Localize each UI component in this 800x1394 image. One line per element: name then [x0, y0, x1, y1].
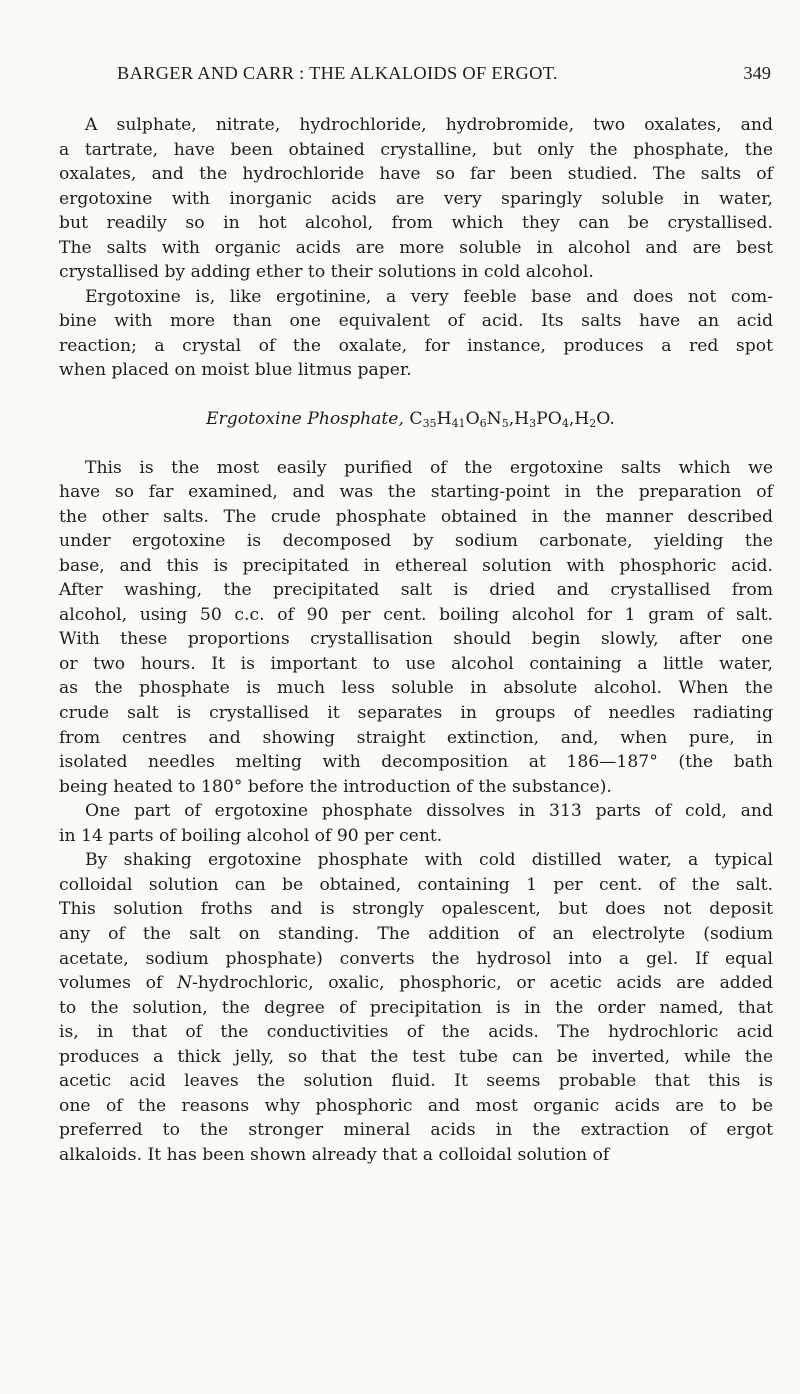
text-line: preferred to the stronger mineral acids in the extraction of ergot [59, 1120, 773, 1141]
chemical-formula: $C_{35}H_{41}O_6N_5,H_3PO_4,H_2O$. [409, 409, 615, 431]
text-line: from centres and showing straight extinction, and, when pure, in [59, 727, 773, 748]
section-heading [59, 407, 773, 432]
formula-subscript: 35 [422, 417, 437, 431]
text-line: With these proportions crystallisation should begin slowly, after one [59, 629, 773, 650]
text-line: in 14 parts of boiling alcohol of 90 per cent. [59, 825, 443, 846]
text-line: acetate, sodium phosphate) converts the hydrosol into a gel. If equal [59, 948, 773, 969]
formula-subscript: 3 [529, 417, 537, 431]
text-line: but readily so in hot alcohol, from which they can be crystallised. [59, 213, 773, 234]
text-line: acetic acid leaves the solution fluid. It seems probable that this is [59, 1071, 773, 1092]
text-line: crystallised by adding ether to their solutions in cold alcohol. [59, 262, 594, 283]
text-line: colloidal solution can be obtained, containing 1 per cent. of the salt. [59, 874, 773, 895]
paragraph [59, 799, 773, 848]
text-line: The salts with organic acids are more soluble in alcohol and are best [59, 237, 773, 258]
running-head: BARGER AND CARR : THE ALKALOIDS OF ERGOT. [117, 63, 558, 83]
paragraph [59, 848, 773, 1167]
text-line: under ergotoxine is decomposed by sodium carbonate, yielding the [59, 531, 773, 552]
formula-subscript: 41 [451, 417, 466, 431]
text-line: reaction; a crystal of the oxalate, for instance, produces a red spot [59, 335, 773, 356]
text-line: a tartrate, have been obtained crystalline, but only the phosphate, the [59, 139, 773, 160]
page-number: 349 [743, 63, 771, 83]
formula-subscript: 4 [561, 417, 569, 431]
text-line: any of the salt on standing. The addition of an electrolyte (sodium [59, 923, 773, 944]
text-line: volumes of N-hydrochloric, oxalic, phosphoric, or acetic acids are added [59, 973, 773, 994]
text-line: bine with more than one equivalent of acid. Its salts have an acid [59, 311, 773, 332]
text-line: or two hours. It is important to use alcohol containing a little water, [59, 653, 773, 674]
text-line: Ergotoxine is, like ergotinine, a very feeble base and does not com- [85, 286, 773, 307]
text-line: produces a thick jelly, so that the test tube can be inverted, while the [59, 1046, 773, 1067]
text-line: have so far examined, and was the starting-point in the preparation of [59, 482, 773, 503]
text-line: alcohol, using 50 c.c. of 90 per cent. boiling alcohol for 1 gram of salt. [59, 604, 773, 625]
page-header [59, 63, 773, 93]
text-line: A sulphate, nitrate, hydrochloride, hydrobromide, two oxalates, and [85, 115, 773, 135]
paragraph [59, 113, 773, 285]
text-line: By shaking ergotoxine phosphate with cold distilled water, a typical [85, 850, 773, 871]
text-line: to the solution, the degree of precipitation is in the order named, that [59, 997, 773, 1018]
formula-subscript: 6 [479, 417, 487, 431]
text-line: isolated needles melting with decomposition at 186—187° (the bath [59, 752, 773, 773]
text-line: After washing, the precipitated salt is dried and crystallised from [59, 580, 773, 601]
text-line: crude salt is crystallised it separates in groups of needles radiating [59, 703, 773, 724]
text-line: is, in that of the conductivities of the acids. The hydrochloric acid [59, 1022, 773, 1043]
text-line: one of the reasons why phosphoric and most organic acids are to be [59, 1095, 773, 1116]
text-line: One part of ergotoxine phosphate dissolves in 313 parts of cold, and [85, 801, 773, 822]
paragraphs-bottom [59, 456, 773, 1168]
body-text [59, 113, 773, 1167]
text-line: ergotoxine with inorganic acids are very sparingly soluble in water, [59, 188, 773, 209]
formula-subscript: 5 [501, 417, 509, 431]
text-line: oxalates, and the hydrochloride have so far been studied. The salts of [59, 164, 773, 185]
text-line: the other salts. The crude phosphate obtained in the manner described [59, 506, 773, 527]
text-line: base, and this is precipitated in ethereal solution with phosphoric acid. [59, 555, 773, 576]
paragraph [59, 456, 773, 800]
paragraphs-top [59, 113, 773, 383]
text-line: being heated to 180° before the introduction of the substance). [59, 776, 612, 797]
formula-subscript: 2 [589, 417, 597, 431]
section-heading-name: Ergotoxine Phosphate, [206, 409, 404, 430]
paragraph [59, 285, 773, 383]
text-line: alkaloids. It has been shown already that a colloidal solution of [59, 1144, 610, 1165]
text-line: This solution froths and is strongly opalescent, but does not deposit [59, 899, 773, 920]
text-line: This is the most easily purified of the ergotoxine salts which we [85, 457, 773, 478]
text-line: when placed on moist blue litmus paper. [59, 360, 412, 381]
text-line: as the phosphate is much less soluble in absolute alcohol. When the [59, 678, 773, 699]
